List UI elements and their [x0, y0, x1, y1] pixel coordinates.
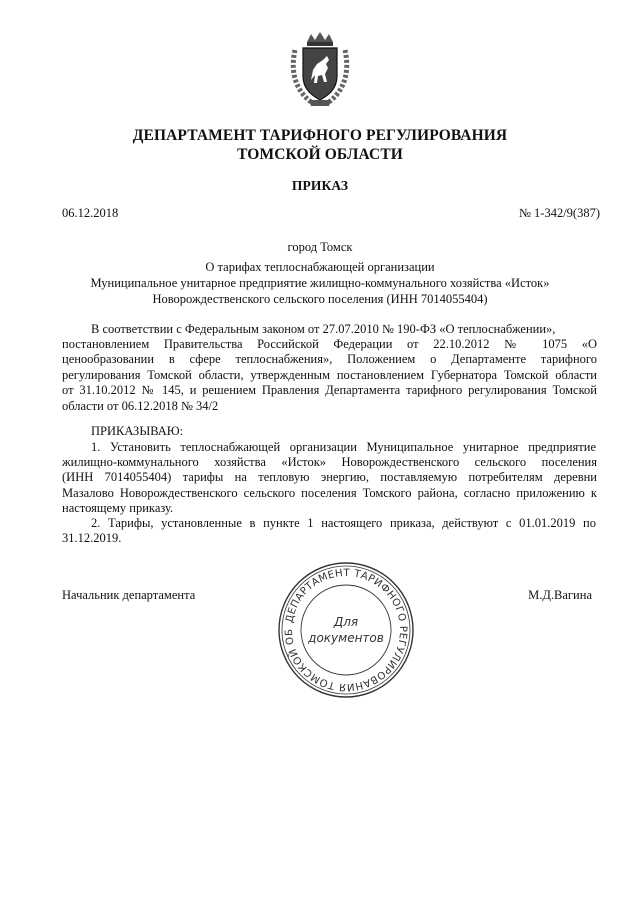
item-1-line: 1. Установить теплоснабжающей организации Муниципальное унитарное предприятие	[91, 440, 596, 454]
city: город Томск	[287, 240, 353, 254]
stamp-center-line1: Для	[333, 615, 359, 629]
preamble	[91, 322, 596, 337]
coat-of-arms-emblem	[289, 30, 351, 110]
department-title-line2: ТОМСКОЙ ОБЛАСТИ	[237, 146, 403, 163]
preamble-line: области от 06.12.2018 № 34/2	[62, 398, 219, 413]
official-stamp	[276, 560, 416, 700]
subject-line-3: Новорождественского сельского поселения (ИНН 7014055404)	[152, 292, 488, 306]
item-1-line: настоящему приказу.	[62, 501, 174, 516]
subject-line-2: Муниципальное унитарное предприятие жилищно-коммунального хозяйства «Исток»	[90, 276, 550, 290]
item-2-line: 31.12.2019.	[62, 531, 122, 545]
preamble-line: ценообразовании в сфере теплоснабжения», Положением о Департаменте тарифного	[62, 352, 597, 367]
preamble-line: В соответствии с Федеральным законом от 27.07.2010 № 190-ФЗ «О теплоснабжении»,	[91, 322, 556, 336]
document-date: 06.12.2018	[62, 206, 119, 220]
item-2-line: 2. Тарифы, установленные в пункте 1 настоящего приказа, действуют с 01.01.2019 по	[91, 516, 596, 530]
subject-line-1: О тарифах теплоснабжающей организации	[205, 260, 435, 274]
department-title-line1: ДЕПАРТАМЕНТ ТАРИФНОГО РЕГУЛИРОВАНИЯ	[132, 127, 508, 144]
item-1-line: жилищно-коммунального хозяйства «Исток» Новорождественского сельского поселения	[62, 455, 597, 469]
preamble-line: от 31.10.2012 № 145, и решением Правления Департамента тарифного регулирования Томской	[62, 383, 597, 398]
document-type: ПРИКАЗ	[291, 178, 349, 193]
item-1-first	[91, 440, 596, 455]
stamp-ring-text: ДЕПАРТАМЕНТ ТАРИФНОГО РЕГУЛИРОВАНИЯ ТОМСКОЙ ОБ	[283, 567, 409, 693]
signature-name: М.Д.Вагина	[528, 588, 592, 602]
document-number: № 1-342/9(387)	[518, 206, 600, 220]
item-2-first	[91, 516, 596, 531]
stamp-center-line2: документов	[308, 631, 384, 645]
order-word: ПРИКАЗЫВАЮ:	[91, 424, 184, 438]
item-1-line: Мазалово Новорождественского сельского поселения Томского района, согласно приложению к	[62, 485, 597, 500]
item-1-rest	[62, 455, 597, 517]
preamble-line: постановлением Правительства Российской Федерации от 22.10.2012 № 1075 «О	[62, 337, 597, 351]
item-1-line: (ИНН 7014055404) тарифы на тепловую энергию, поставляемую потребителям деревни	[62, 470, 597, 485]
signature-position: Начальник департамента	[62, 588, 196, 602]
preamble-rest	[62, 337, 597, 414]
preamble-line: регулирования Томской области, утвержденным постановлением Губернатора Томской области	[62, 367, 597, 382]
